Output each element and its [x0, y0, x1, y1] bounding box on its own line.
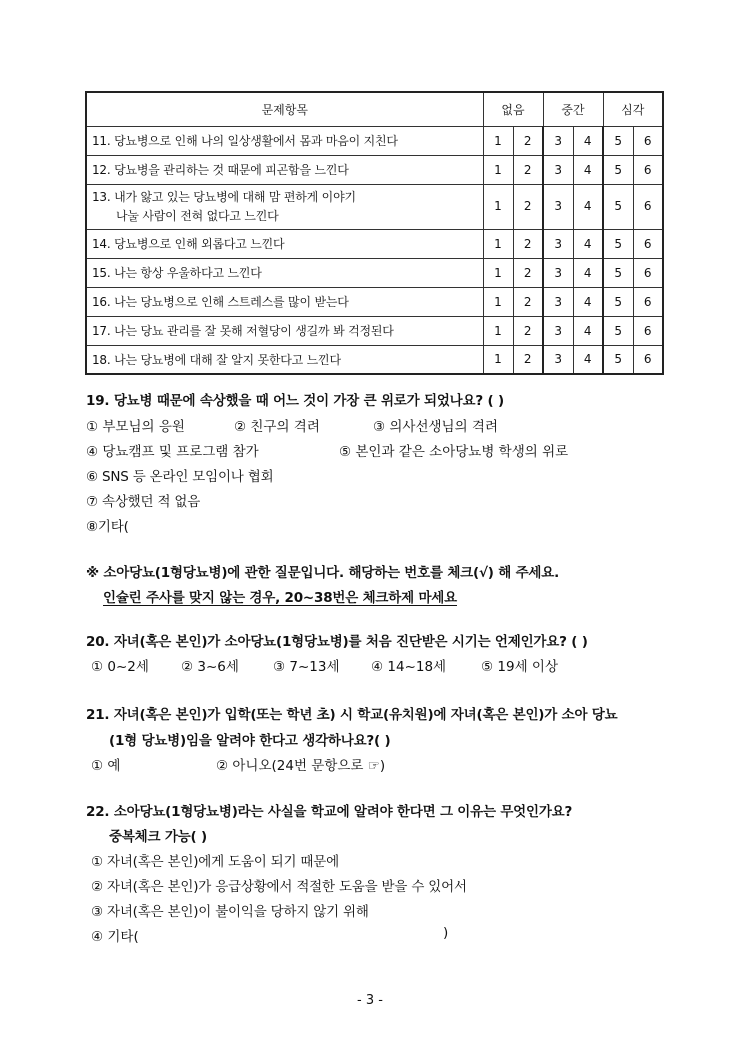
scale-cell-6[interactable]: 6 [633, 258, 663, 287]
q21-option-yes[interactable]: ① 예 [91, 758, 121, 774]
q20-option-2[interactable]: ② 3~6세 [181, 659, 239, 675]
problem-items-table [85, 91, 664, 375]
scale-cell-2[interactable]: 2 [513, 258, 543, 287]
item-label-text: 15. 나는 항상 우울하다고 느낀다 [92, 266, 262, 280]
scale-cell-1[interactable]: 1 [483, 155, 513, 184]
scale-cell-5[interactable]: 5 [603, 287, 633, 316]
question-19: 19. 당뇨병 때문에 속상했을 때 어느 것이 가장 큰 위로가 되었나요? ( ) [86, 393, 504, 409]
scale-cell-2[interactable]: 2 [513, 316, 543, 345]
q19-option-7[interactable]: ⑦ 속상했던 적 없음 [86, 494, 201, 510]
item-label-text: 17. 나는 당뇨 관리를 잘 못해 저혈당이 생길까 봐 걱정된다 [92, 324, 394, 338]
q20-option-5[interactable]: ⑤ 19세 이상 [481, 659, 558, 675]
scale-cell-4[interactable]: 4 [573, 155, 603, 184]
q20-option-1[interactable]: ① 0~2세 [91, 659, 149, 675]
item-label [86, 229, 483, 258]
scale-cell-2[interactable]: 2 [513, 229, 543, 258]
scale-cell-5[interactable]: 5 [603, 345, 633, 374]
item-label-text: 12. 당뇨병을 관리하는 것 때문에 피곤함을 느낀다 [92, 163, 349, 177]
item-label [86, 345, 483, 374]
table-row [86, 316, 663, 345]
table-row [86, 258, 663, 287]
item-label [86, 258, 483, 287]
table-row [86, 345, 663, 374]
scale-cell-4[interactable]: 4 [573, 184, 603, 229]
q22-option-1[interactable]: ① 자녀(혹은 본인)에게 도움이 되기 때문에 [91, 854, 339, 870]
scale-cell-1[interactable]: 1 [483, 258, 513, 287]
notice-line-2: 인슐린 주사를 맞지 않는 경우, 20~38번은 체크하제 마세요 [103, 590, 457, 606]
scale-cell-2[interactable]: 2 [513, 126, 543, 155]
scale-cell-2[interactable]: 2 [513, 345, 543, 374]
scale-cell-3[interactable]: 3 [543, 229, 573, 258]
scale-cell-6[interactable]: 6 [633, 287, 663, 316]
question-22-line-1: 22. 소아당뇨(1형당뇨병)라는 사실을 학교에 알려야 한다면 그 이유는 무엇인가요? [86, 804, 573, 820]
q19-option-4[interactable]: ④ 당뇨캠프 및 프로그램 참가 [86, 444, 259, 460]
q20-option-3[interactable]: ③ 7~13세 [273, 659, 340, 675]
header-middle: 중간 [543, 92, 603, 126]
question-20: 20. 자녀(혹은 본인)가 소아당뇨(1형당뇨병)를 처음 진단받은 시기는 언제인가요? ( ) [86, 634, 588, 650]
scale-cell-2[interactable]: 2 [513, 155, 543, 184]
scale-cell-4[interactable]: 4 [573, 126, 603, 155]
scale-cell-6[interactable]: 6 [633, 316, 663, 345]
scale-cell-6[interactable]: 6 [633, 155, 663, 184]
header-severe: 심각 [603, 92, 663, 126]
scale-cell-3[interactable]: 3 [543, 184, 573, 229]
scale-cell-1[interactable]: 1 [483, 229, 513, 258]
scale-cell-6[interactable]: 6 [633, 229, 663, 258]
scale-cell-1[interactable]: 1 [483, 126, 513, 155]
scale-cell-5[interactable]: 5 [603, 155, 633, 184]
question-21-line-2: (1형 당뇨병)임을 알려야 한다고 생각하나요?( ) [109, 733, 391, 749]
scale-cell-5[interactable]: 5 [603, 229, 633, 258]
q19-option-1[interactable]: ① 부모님의 응원 [86, 419, 185, 435]
scale-cell-3[interactable]: 3 [543, 155, 573, 184]
scale-cell-5[interactable]: 5 [603, 316, 633, 345]
q19-option-5[interactable]: ⑤ 본인과 같은 소아당뇨병 학생의 위로 [339, 444, 569, 460]
q20-option-4[interactable]: ④ 14~18세 [371, 659, 447, 675]
item-label-text: 14. 당뇨병으로 인해 외롭다고 느낀다 [92, 237, 285, 251]
q22-option-2[interactable]: ② 자녀(혹은 본인)가 응급상황에서 적절한 도움을 받을 수 있어서 [91, 879, 467, 895]
item-label-text: 13. 내가 앓고 있는 당뇨병에 대해 맘 편하게 이야기 [92, 189, 356, 204]
q19-option-2[interactable]: ② 친구의 격려 [234, 419, 320, 435]
table-row [86, 287, 663, 316]
scale-cell-3[interactable]: 3 [543, 287, 573, 316]
q22-option-4-close-paren: ) [443, 925, 449, 941]
table-row [86, 126, 663, 155]
q19-option-3[interactable]: ③ 의사선생님의 격려 [373, 419, 499, 435]
item-label-text: 16. 나는 당뇨병으로 인해 스트레스를 많이 받는다 [92, 295, 349, 309]
scale-cell-4[interactable]: 4 [573, 258, 603, 287]
header-none: 없음 [483, 92, 543, 126]
scale-cell-1[interactable]: 1 [483, 287, 513, 316]
question-21-line-1: 21. 자녀(혹은 본인)가 입학(또는 학년 초) 시 학교(유치원)에 자녀(혹은 본인)가 소아 당뇨 [86, 707, 618, 723]
scale-cell-5[interactable]: 5 [603, 184, 633, 229]
item-label-text-continued: 나눌 사람이 전혀 없다고 느낀다 [116, 208, 279, 223]
table-row [86, 229, 663, 258]
table-header-row [86, 92, 663, 126]
item-label [86, 287, 483, 316]
q22-option-3[interactable]: ③ 자녀(혹은 본인)이 불이익을 당하지 않기 위해 [91, 904, 369, 920]
scale-cell-6[interactable]: 6 [633, 184, 663, 229]
item-label [86, 184, 483, 229]
scale-cell-6[interactable]: 6 [633, 345, 663, 374]
header-item: 문제항목 [86, 92, 483, 126]
scale-cell-3[interactable]: 3 [543, 316, 573, 345]
scale-cell-4[interactable]: 4 [573, 316, 603, 345]
scale-cell-5[interactable]: 5 [603, 126, 633, 155]
scale-cell-3[interactable]: 3 [543, 258, 573, 287]
scale-cell-4[interactable]: 4 [573, 229, 603, 258]
item-label-text: 18. 나는 당뇨병에 대해 잘 알지 못한다고 느낀다 [92, 352, 341, 367]
item-label [86, 316, 483, 345]
q19-option-6[interactable]: ⑥ SNS 등 온라인 모임이나 협회 [86, 469, 274, 485]
scale-cell-4[interactable]: 4 [573, 345, 603, 374]
question-22-line-2: 중복체크 가능( ) [109, 829, 207, 845]
scale-cell-3[interactable]: 3 [543, 345, 573, 374]
notice-line-1: ※ 소아당뇨(1형당뇨병)에 관한 질문입니다. 해당하는 번호를 체크(√) 해 주세요. [86, 565, 560, 581]
scale-cell-1[interactable]: 1 [483, 345, 513, 374]
q22-option-4[interactable]: ④ 기타( [91, 929, 139, 945]
scale-cell-2[interactable]: 2 [513, 287, 543, 316]
scale-cell-4[interactable]: 4 [573, 287, 603, 316]
item-label [86, 155, 483, 184]
scale-cell-1[interactable]: 1 [483, 316, 513, 345]
scale-cell-1[interactable]: 1 [483, 184, 513, 229]
scale-cell-3[interactable]: 3 [543, 126, 573, 155]
page-number: - 3 - [357, 993, 383, 1008]
item-label [86, 126, 483, 155]
q21-option-no[interactable]: ② 아니오(24번 문항으로 ☞) [216, 758, 386, 774]
table-row [86, 155, 663, 184]
item-label-text: 11. 당뇨병으로 인해 나의 일상생활에서 몸과 마음이 지친다 [92, 134, 398, 148]
table-row [86, 184, 663, 229]
scale-cell-2[interactable]: 2 [513, 184, 543, 229]
scale-cell-5[interactable]: 5 [603, 258, 633, 287]
scale-cell-6[interactable]: 6 [633, 126, 663, 155]
q19-option-8[interactable]: ⑧기타( [86, 519, 129, 535]
